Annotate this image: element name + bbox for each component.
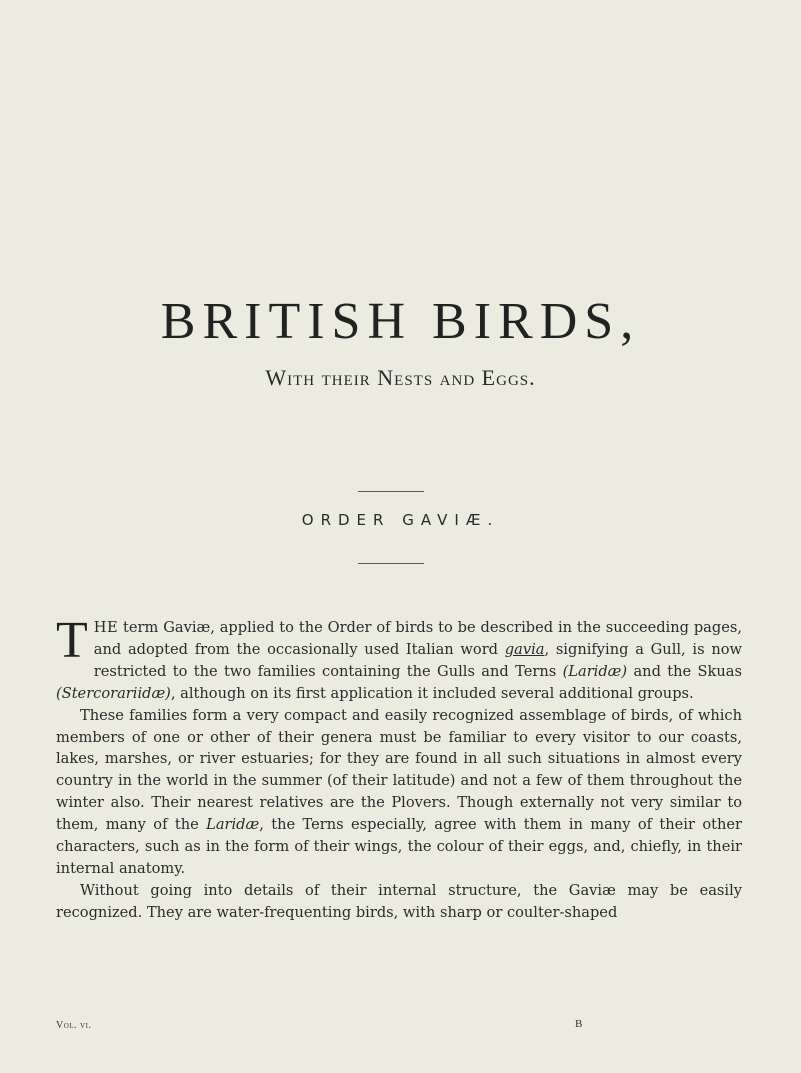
italic-gavia: gavia xyxy=(504,640,545,658)
italic-stercorariidae: (Stercorariidæ) xyxy=(56,684,171,702)
paragraph-2-text-b: , the Terns especially, agree with them in many of their other characters, such as in the form of their wings, the colour of their eggs, and, chiefly, in their internal anatomy. xyxy=(56,816,742,877)
drop-cap: T xyxy=(56,612,88,669)
volume-label: Vol. vi. xyxy=(56,1020,92,1031)
italic-laridae: (Laridæ) xyxy=(562,662,628,680)
body-text xyxy=(56,612,742,924)
paragraph-2-text-a: These families form a very compact and easily recognized assemblage of birds, of which members of one or other of their genera must be familiar to every visitor to our coasts, lakes, marshes, or river estuaries; for they are found in all such situations in almost every country in the world in the summer (of their latitude) and not a few of them throughout the winter also. Their nearest relatives are the Plovers. Though externally not very similar to them, many of the xyxy=(56,706,742,834)
paragraph-3: Without going into details of their internal structure, the Gaviæ may be easily recognized. They are water-frequenting birds, with sharp or coulter-shaped xyxy=(56,881,742,921)
italic-laridae-2: Laridæ xyxy=(206,816,260,834)
paragraph-1-text-b: , signifying a Gull, is now restricted to the two families containing the Gulls and Terns xyxy=(93,640,742,680)
paragraph-1-text-d: , although on its first application it included several additional groups. xyxy=(170,684,694,702)
paragraph-1-text-a: term Gaviæ, applied to the Order of birds to be described in the succeeding pages, and adopted from the occasionally used Italian word xyxy=(93,619,742,658)
book-subtitle: With their Nests and Eggs. xyxy=(265,365,536,390)
divider-top xyxy=(358,491,424,492)
paragraph-2 xyxy=(56,705,742,880)
divider-bottom xyxy=(358,563,424,564)
paragraph-1-text-c: and the Skuas xyxy=(627,662,742,680)
paragraph-1 xyxy=(56,612,742,705)
signature-mark: B xyxy=(575,1018,583,1030)
drop-cap-rest: HE xyxy=(93,619,119,636)
book-title: BRITISH BIRDS, xyxy=(160,293,641,350)
order-heading: ORDER GAVIÆ. xyxy=(301,511,500,529)
